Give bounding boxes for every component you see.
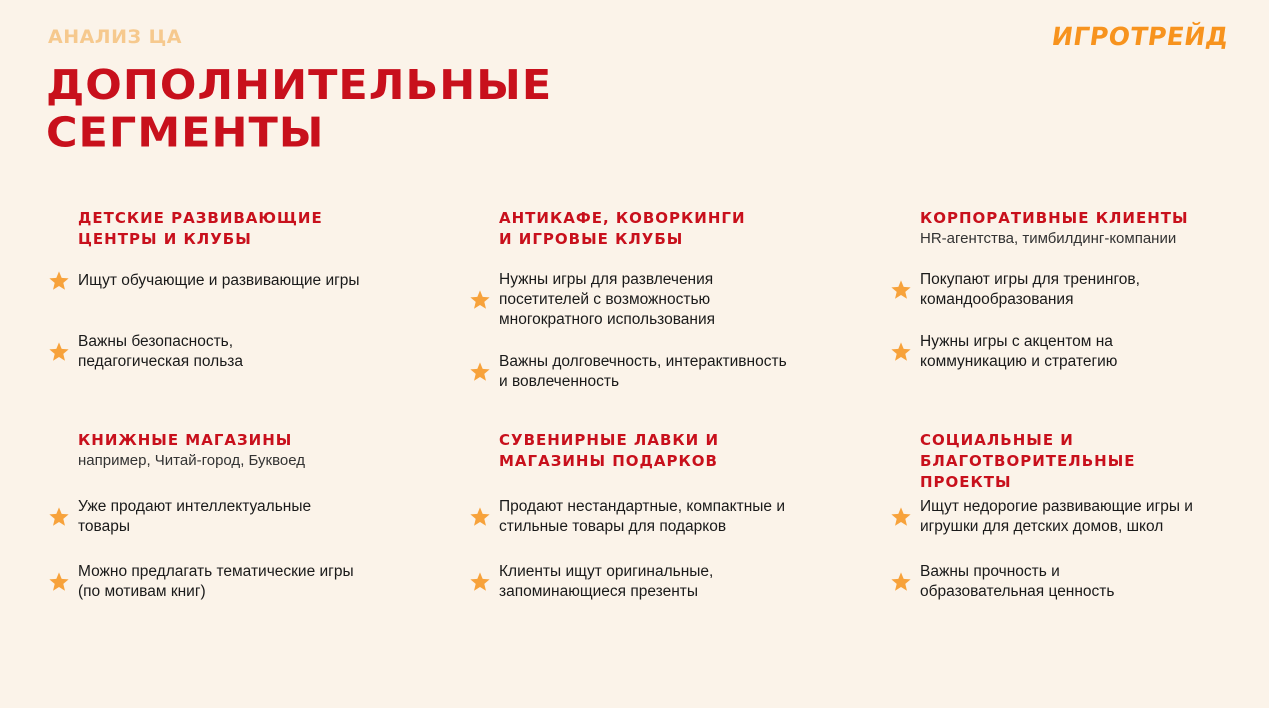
bullet-text: Важны долговечность, интерактивность и вовлеченность [499,353,787,390]
segment-bullet [890,562,1230,602]
star-icon [48,571,70,593]
bullet-text: Можно предлагать тематические игры (по мотивам книг) [78,563,354,600]
bullet-text: Важны прочность и образовательная ценность [920,563,1115,600]
segment-bullet [890,332,1230,372]
bullet-text: Ищут недорогие развивающие игры и игрушки для детских домов, школ [920,498,1193,535]
segment-bullet [469,352,809,392]
star-icon [890,279,912,301]
bullet-text: Важны безопасность, педагогическая польза [78,333,243,370]
brand-logo: ИГРОТРЕЙД [1050,22,1232,51]
segment-bullet [469,270,809,330]
star-icon [469,361,491,383]
star-icon [469,289,491,311]
segment-title: ДЕТСКИЕ РАЗВИВАЮЩИЕ ЦЕНТРЫ И КЛУБЫ [78,209,323,248]
segment-anticafe [469,208,809,390]
segment-title: КОРПОРАТИВНЫЕ КЛИЕНТЫ [920,209,1189,227]
star-icon [48,506,70,528]
bullet-text: Продают нестандартные, компактные и стильные товары для подарков [499,498,785,535]
segment-bullet [48,562,388,602]
bullet-text: Уже продают интеллектуальные товары [78,498,312,535]
segment-bullet [890,497,1230,537]
star-icon [469,506,491,528]
page-title-line-1: ДОПОЛНИТЕЛЬНЫЕ [46,62,553,110]
segment-subtitle: HR-агентства, тимбилдинг-компании [920,230,1177,247]
segment-bullet [48,332,388,372]
segment-corporate [890,208,1230,370]
segment-bullet [469,562,809,602]
segment-bullet [48,497,388,537]
segment-kids-centers [48,208,388,370]
section-kicker: АНАЛИЗ ЦА [48,26,182,48]
star-icon [48,341,70,363]
segment-title: СОЦИАЛЬНЫЕ И БЛАГОТВОРИТЕЛЬНЫЕ ПРОЕКТЫ [920,431,1136,491]
star-icon [469,571,491,593]
bullet-text: Нужны игры для развлечения посетителей с возможностью многократного использования [499,271,716,328]
segment-subtitle: например, Читай-город, Буквоед [78,452,306,469]
page-title [46,62,552,157]
segment-title: КНИЖНЫЕ МАГАЗИНЫ [78,431,293,449]
bullet-text: Ищут обучающие и развивающие игры [78,272,360,289]
segment-souvenirs [469,430,809,600]
segment-title: СУВЕНИРНЫЕ ЛАВКИ И МАГАЗИНЫ ПОДАРКОВ [499,431,720,470]
star-icon [48,270,70,292]
bullet-text: Покупают игры для тренингов, командообразования [920,271,1140,308]
bullet-text: Клиенты ищут оригинальные, запоминающиеся презенты [499,563,714,600]
segment-title: АНТИКАФЕ, КОВОРКИНГИ И ИГРОВЫЕ КЛУБЫ [499,209,746,248]
page-title-line-2: СЕГМЕНТЫ [46,109,325,157]
segment-bullet [48,270,388,292]
segment-bookstores [48,430,388,600]
star-icon [890,341,912,363]
segment-bullet [890,270,1230,310]
bullet-text: Нужны игры с акцентом на коммуникацию и стратегию [920,333,1118,370]
star-icon [890,506,912,528]
segment-bullet [469,497,809,537]
star-icon [890,571,912,593]
segment-social [890,430,1230,600]
